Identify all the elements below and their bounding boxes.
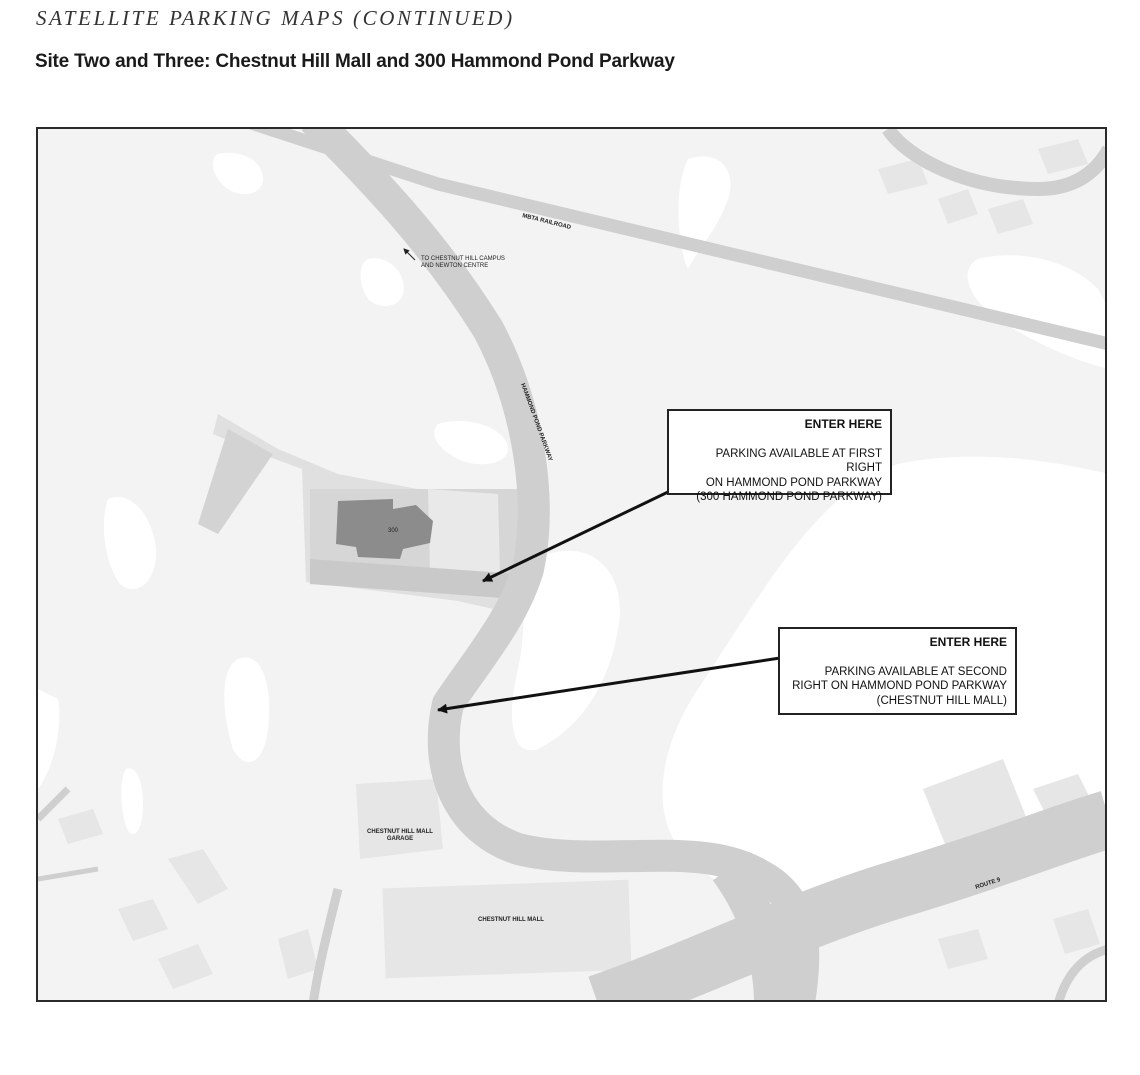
- local-road-south: [313, 889, 338, 1002]
- section-title: SATELLITE PARKING MAPS (CONTINUED): [36, 6, 515, 30]
- callout-first-right-text: PARKING AVAILABLE AT FIRST RIGHT ON HAMMOND POND PARKWAY (300 HAMMOND POND PARKWAY): [696, 447, 882, 503]
- page-title: Site Two and Three: Chestnut Hill Mall and 300 Hammond Pond Parkway: [35, 51, 675, 72]
- route-9-label: ROUTE 9: [974, 877, 1002, 891]
- building-300-label: 300: [387, 528, 399, 534]
- local-road-west-2: [38, 789, 68, 819]
- satellite-parking-map[interactable]: [36, 127, 1107, 1002]
- callout-second-right-heading: ENTER HERE: [929, 635, 1007, 649]
- garage-label-line2: GARAGE: [386, 836, 414, 842]
- callout-first-right-heading: ENTER HERE: [804, 417, 882, 431]
- railroad-label: MBTA RAILROAD: [521, 213, 572, 232]
- map-canvas: [38, 129, 1107, 1002]
- callout-second-right: [778, 627, 1017, 715]
- local-road-southeast: [1058, 949, 1107, 1002]
- parkway-label: HAMMOND POND PARKWAY: [519, 382, 553, 463]
- callout-second-right-text: PARKING AVAILABLE AT SECOND RIGHT ON HAMMOND POND PARKWAY (CHESTNUT HILL MALL): [792, 665, 1007, 707]
- campus-direction-label-line2: AND NEWTON CENTRE: [421, 263, 489, 269]
- garage-label-line1: CHESTNUT HILL MALL: [367, 829, 433, 835]
- campus-direction-label-line1: TO CHESTNUT HILL CAMPUS: [421, 256, 505, 262]
- local-road-west: [38, 869, 98, 879]
- callout-first-right: [667, 409, 892, 503]
- mall-label: CHESTNUT HILL MALL: [478, 917, 544, 923]
